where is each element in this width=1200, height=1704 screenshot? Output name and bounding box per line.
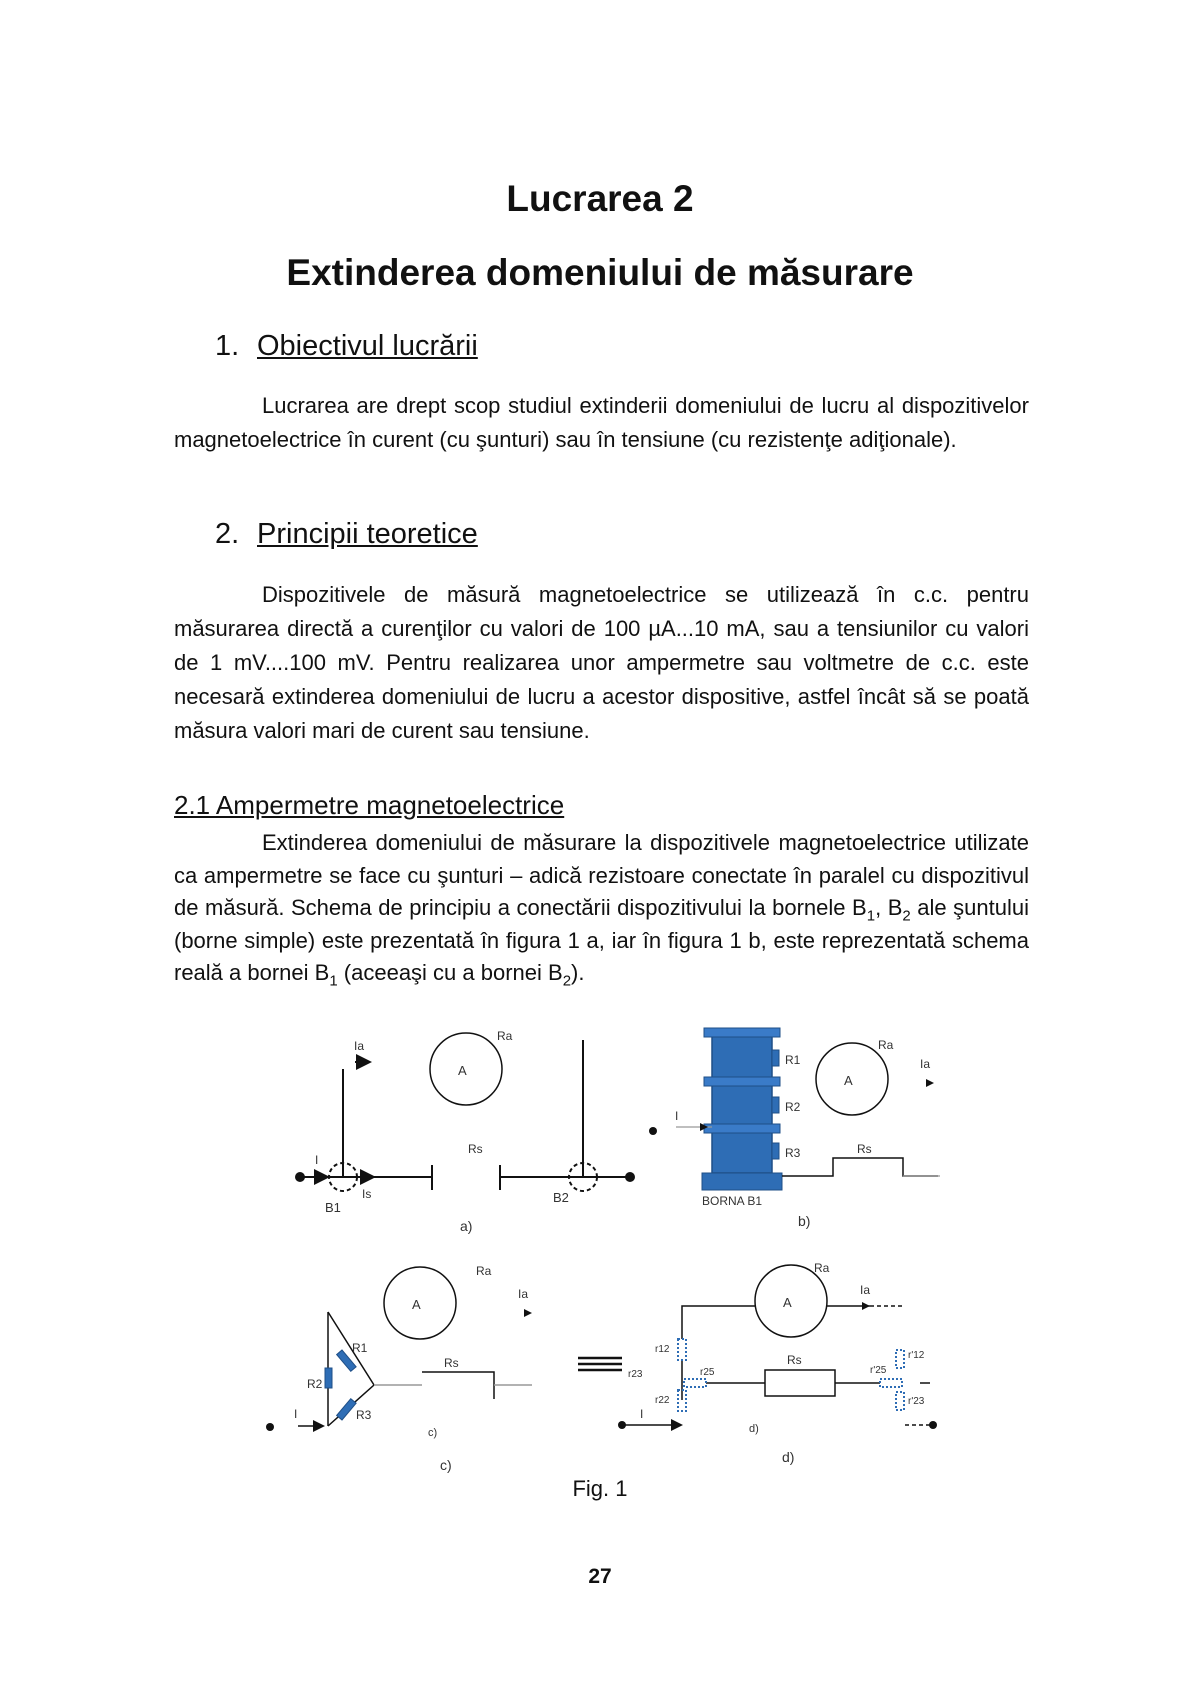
label-rs: Rs [468, 1142, 483, 1156]
terminal-dot [295, 1172, 305, 1182]
arrow-ia-c [524, 1309, 532, 1317]
label-r1-c: R1 [352, 1341, 368, 1355]
arrow-ia-d [862, 1302, 870, 1310]
label-b1: B1 [325, 1200, 341, 1215]
figure-1a [300, 1033, 630, 1191]
resistor-r3-c [337, 1399, 357, 1420]
page-title: Lucrarea 2 [506, 178, 694, 219]
resistor-rp25 [880, 1379, 902, 1387]
label-a-c: A [412, 1297, 421, 1312]
terminal-dot [618, 1421, 626, 1429]
label-sub-c-small: c) [428, 1427, 438, 1439]
label-ra-d: Ra [814, 1261, 830, 1275]
resistor-r12 [678, 1339, 686, 1360]
resistor-r2 [772, 1097, 779, 1113]
label-r2-c: R2 [307, 1377, 323, 1391]
subscript-3: 1 [329, 972, 338, 990]
label-rs-b: Rs [857, 1142, 872, 1156]
section-2-title: Principii teoretice [257, 518, 478, 550]
label-sub-b: b) [798, 1213, 811, 1229]
label-r12: r12 [655, 1344, 670, 1355]
terminal-dot [929, 1421, 937, 1429]
subsection-text-a: Extinderea domeniului de măsurare la dispozitivele magnetoelectrice utilizate ca ampermetre se face cu şunturi – adică rezistoare conectate în paralel cu dispozitivul de măsură. Schema de principiu a conectării dispozitivului la bornele B [174, 830, 1029, 920]
label-rs-c: Rs [444, 1356, 459, 1370]
section-2-number: 2. [215, 518, 240, 550]
resistor-r1 [772, 1050, 779, 1066]
page-number: 27 [588, 1565, 612, 1588]
resistor-r25 [684, 1379, 706, 1387]
figure-1c [298, 1267, 532, 1426]
resistor-rp23 [896, 1392, 904, 1410]
label-r25: r25 [700, 1367, 715, 1378]
label-r2: R2 [785, 1100, 801, 1114]
label-r1: R1 [785, 1053, 801, 1067]
label-ra-c: Ra [476, 1264, 492, 1278]
subscript-1: 1 [866, 907, 876, 925]
label-i-b: I [675, 1109, 679, 1123]
label-ia: Ia [354, 1039, 365, 1053]
label-i-c: I [294, 1407, 298, 1421]
page-subtitle: Extinderea domeniului de măsurare [286, 252, 914, 293]
terminal-dot [266, 1423, 274, 1431]
label-i: I [315, 1153, 319, 1167]
borna-ring [704, 1124, 780, 1133]
label-r3-c: R3 [356, 1408, 372, 1422]
borna-ring [704, 1077, 780, 1086]
borna-column [712, 1033, 772, 1173]
label-r22: r22 [655, 1395, 670, 1406]
label-r23: r23 [628, 1369, 643, 1380]
equivalence-symbol [578, 1358, 622, 1370]
label-ra-b: Ra [878, 1038, 894, 1052]
subscript-2: 2 [902, 907, 911, 925]
label-r3: R3 [785, 1146, 801, 1160]
label-i-d: I [640, 1407, 644, 1421]
subsection-text-b: , B [875, 895, 903, 920]
label-sub-d: d) [782, 1449, 795, 1465]
label-borna: BORNA B1 [702, 1194, 763, 1208]
resistor-r2-c [325, 1368, 332, 1388]
label-a-b: A [844, 1073, 853, 1088]
figure-caption: Fig. 1 [572, 1476, 628, 1501]
section-2-text: Dispozitivele de măsură magnetoelectrice se utilizează în c.c. pentru măsurarea directă a curenţilor cu valori de 100 µA...10 mA, sau a tensiunilor cu valori de 1 mV....100 mV. Pentru realizarea unor ampermetre sau voltmetre de c.c. este necesară extinderea domeniului de lucru a acestor dispositive, astfel încât să se poată măsura valori mari de curent sau tensiune. [174, 582, 1029, 743]
label-sub-a: a) [460, 1218, 473, 1234]
terminal-dot [625, 1172, 635, 1182]
label-b2: B2 [553, 1190, 569, 1205]
arrow-ia [926, 1079, 934, 1087]
subsection-2-1-heading: 2.1 Ampermetre magnetoelectrice [174, 790, 565, 820]
section-1-text: Lucrarea are drept scop studiul extinderii domeniului de lucru al dispozitivelor magnetoelectrice în curent (cu şunturi) sau în tensiune (cu rezistenţe adiţionale). [174, 393, 1029, 452]
label-rp23: r'23 [908, 1396, 925, 1407]
label-rp12: r'12 [908, 1350, 925, 1361]
section-1-number: 1. [215, 330, 240, 362]
label-sub-c: c) [440, 1457, 452, 1473]
terminal-dot [649, 1127, 657, 1135]
label-a-d: A [783, 1295, 792, 1310]
label-a: A [458, 1063, 467, 1078]
shunt-rs-b [782, 1158, 938, 1176]
label-rs-d: Rs [787, 1353, 802, 1367]
shunt-rs-d [765, 1370, 835, 1396]
resistor-rp12 [896, 1350, 904, 1368]
subscript-4: 2 [562, 972, 572, 990]
label-sub-d-small: d) [749, 1423, 759, 1435]
subsection-text-c: ale şuntului (borne simple) este prezentată în figura 1 a, iar în figura 1 b, este reprezentată schema reală a bornei B [174, 895, 1029, 985]
subsection-text-d: (aceeaşi cu a bornei B [337, 960, 563, 985]
label-ra: Ra [497, 1029, 513, 1043]
borna-base [702, 1173, 782, 1190]
label-is: Is [362, 1187, 372, 1201]
borna-cap-top [704, 1028, 780, 1037]
resistor-r3 [772, 1143, 779, 1159]
label-ia-d: Ia [860, 1283, 871, 1297]
label-ia-b: Ia [920, 1057, 931, 1071]
label-rp25: r'25 [870, 1365, 887, 1376]
subsection-text-e: ). [571, 960, 585, 985]
section-1-title: Obiectivul lucrării [257, 330, 478, 362]
label-ia-c: Ia [518, 1287, 529, 1301]
